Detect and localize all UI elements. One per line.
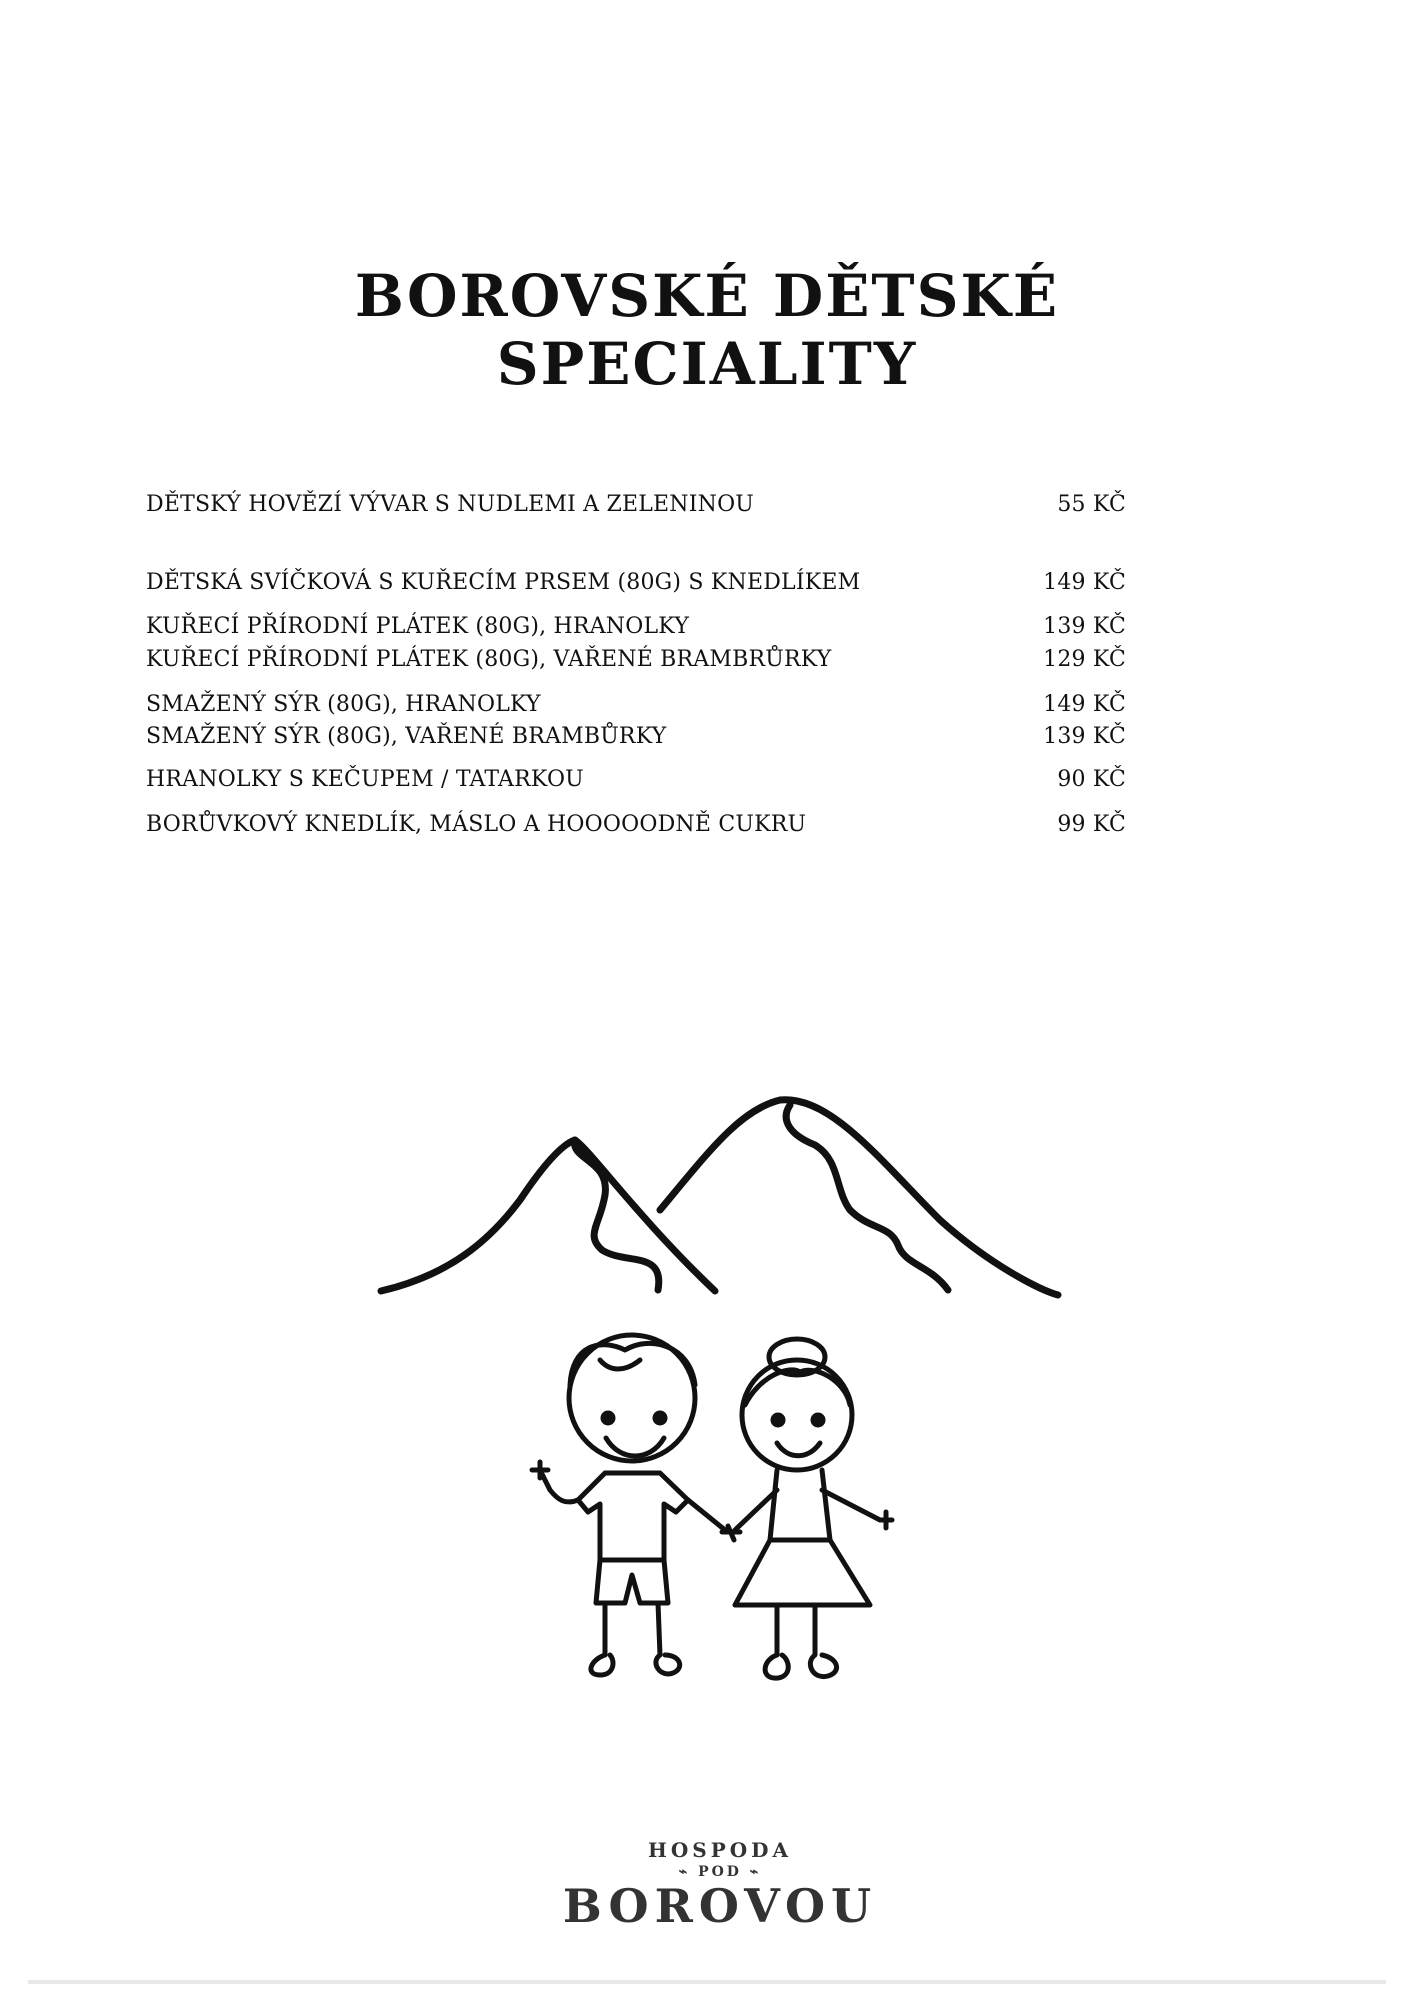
menu-item-price: 139 KČ [1043,723,1126,749]
logo-line-2-text: POD [698,1864,742,1880]
menu-item-name: SMAŽENÝ SÝR (80G), VAŘENÉ BRAMBŮRKY [146,723,667,749]
logo-line-2 [560,1864,880,1880]
logo-ornament-left-icon: ⌁ [678,1864,699,1880]
logo-line-1: HOSPODA [647,1838,793,1862]
menu-item-name: HRANOLKY S KEČUPEM / TATARKOU [146,766,584,792]
menu-item-price: 90 KČ [1057,766,1126,792]
menu-item-name: DĚTSKÁ SVÍČKOVÁ S KUŘECÍM PRSEM (80G) S KNEDLÍKEM [146,569,861,595]
logo-line-3: BOROVOU [562,1879,878,1933]
page-bottom-divider [28,1980,1386,1984]
title-line-1: BOROVSKÉ DĚTSKÉ [354,262,1060,330]
menu-item-price: 139 KČ [1043,613,1126,639]
menu-item-name: SMAŽENÝ SÝR (80G), HRANOLKY [146,691,541,717]
menu-item-name: KUŘECÍ PŘÍRODNÍ PLÁTEK (80G), HRANOLKY [146,613,690,639]
menu-item-name: KUŘECÍ PŘÍRODNÍ PLÁTEK (80G), VAŘENÉ BRAMBRŮRKY [146,646,832,672]
mountains-icon [381,1100,1058,1295]
logo-ornament-right-icon: ⌁ [741,1864,762,1880]
boy-icon [532,1335,725,1675]
menu-item-price: 149 KČ [1043,691,1126,717]
menu-item-name: BORŮVKOVÝ KNEDLÍK, MÁSLO A HOOOOODNĚ CUKRU [146,811,807,837]
brand-logo [560,1838,880,1932]
menu-item-price: 149 KČ [1043,569,1126,595]
menu-item-name: DĚTSKÝ HOVĚZÍ VÝVAR S NUDLEMI A ZELENINOU [146,491,755,517]
menu-item-price: 129 KČ [1043,646,1126,672]
girl-icon [722,1339,892,1678]
title-line-2: SPECIALITY [496,330,918,398]
menu-item-price: 55 KČ [1057,491,1126,517]
menu-item-price: 99 KČ [1057,811,1126,837]
